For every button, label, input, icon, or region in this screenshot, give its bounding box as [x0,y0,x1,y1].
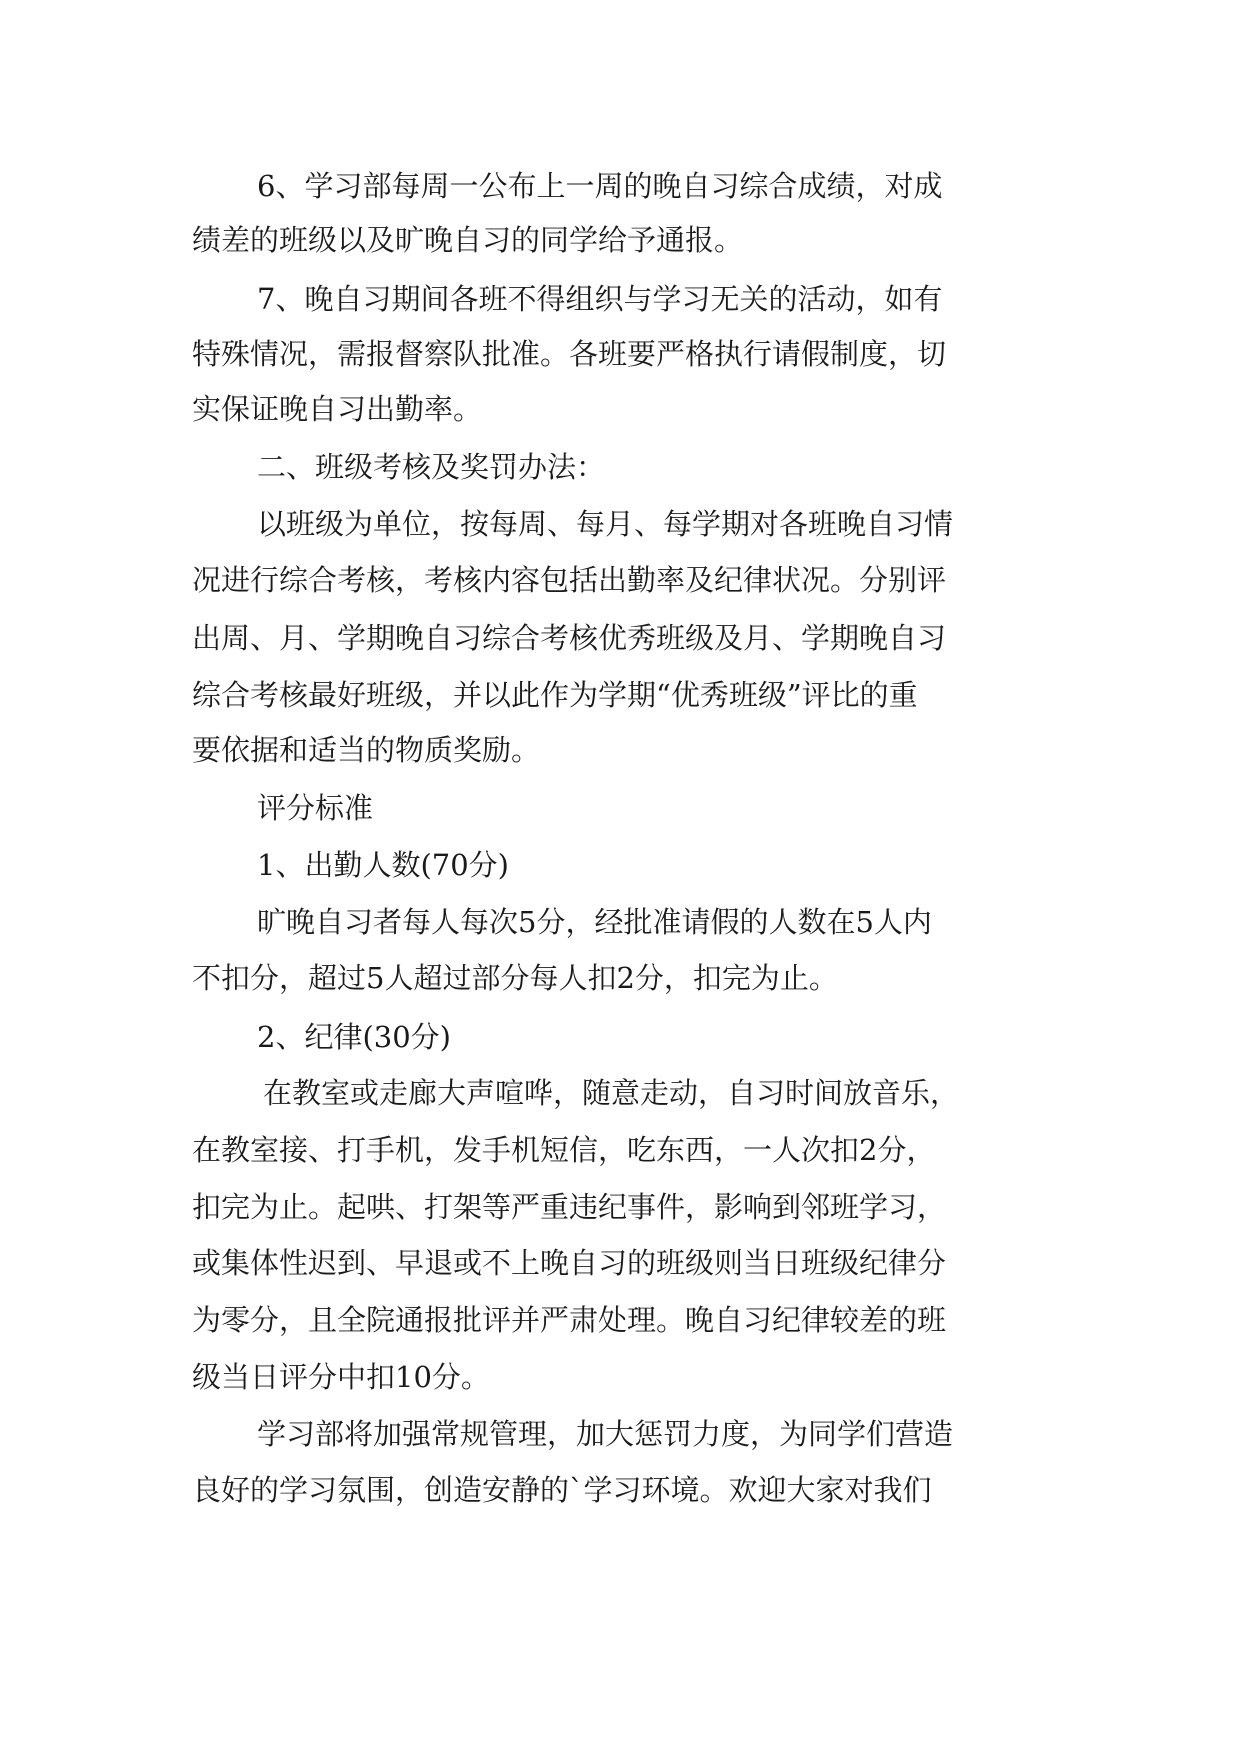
paragraph-line: 况进行综合考核，考核内容包括出勤率及纪律状况。分别评 [192,563,947,597]
list-item-heading: 1、出勤人数(70分) [257,848,509,882]
paragraph-line: 6、学习部每周一公布上一周的晚自习综合成绩，对成 [257,169,943,203]
list-item-heading: 2、纪律(30分) [257,1020,451,1054]
paragraph-line: 7、晚自习期间各班不得组织与学习无关的活动，如有 [257,282,943,316]
paragraph-line: 在教室接、打手机，发手机短信，吃东西，一人次扣2分， [192,1133,936,1167]
paragraph-line: 要依据和适当的物质奖励。 [192,733,541,767]
paragraph-line: 良好的学习氛围，创造安静的`学习环境。欢迎大家对我们 [192,1473,932,1507]
paragraph-line: 特殊情况，需报督察队批准。各班要严格执行请假制度，切 [192,337,947,371]
paragraph-line: 或集体性迟到、早退或不上晚自习的班级则当日班级纪律分 [192,1246,947,1280]
paragraph-line: 旷晚自习者每人每次5分，经批准请假的人数在5人内 [257,905,932,939]
paragraph-line: 绩差的班级以及旷晚自习的同学给予通报。 [192,223,744,257]
paragraph-line: 出周、月、学期晚自习综合考核优秀班级及月、学期晚自习 [192,621,947,655]
paragraph-line: 在教室或走廊大声喧哗，随意走动，自习时间放音乐， [263,1076,960,1110]
paragraph-line: 以班级为单位，按每周、每月、每学期对各班晚自习情 [257,507,954,541]
paragraph-line: 扣完为止。起哄、打架等严重违纪事件，影响到邻班学习， [192,1190,947,1224]
paragraph-line: 实保证晚自习出勤率。 [192,392,483,426]
paragraph-line: 综合考核最好班级，并以此作为学期“优秀班级”评比的重 [192,678,918,712]
paragraph-line: 不扣分，超过5人超过部分每人扣2分，扣完为止。 [192,961,838,995]
subheading: 评分标准 [257,791,374,825]
section-heading: 二、班级考核及奖罚办法： [257,450,606,484]
paragraph-line: 学习部将加强常规管理，加大惩罚力度，为同学们营造 [257,1417,954,1451]
paragraph-line: 级当日评分中扣10分。 [192,1360,490,1394]
paragraph-line: 为零分，且全院通报批评并严肃处理。晚自习纪律较差的班 [192,1303,947,1337]
